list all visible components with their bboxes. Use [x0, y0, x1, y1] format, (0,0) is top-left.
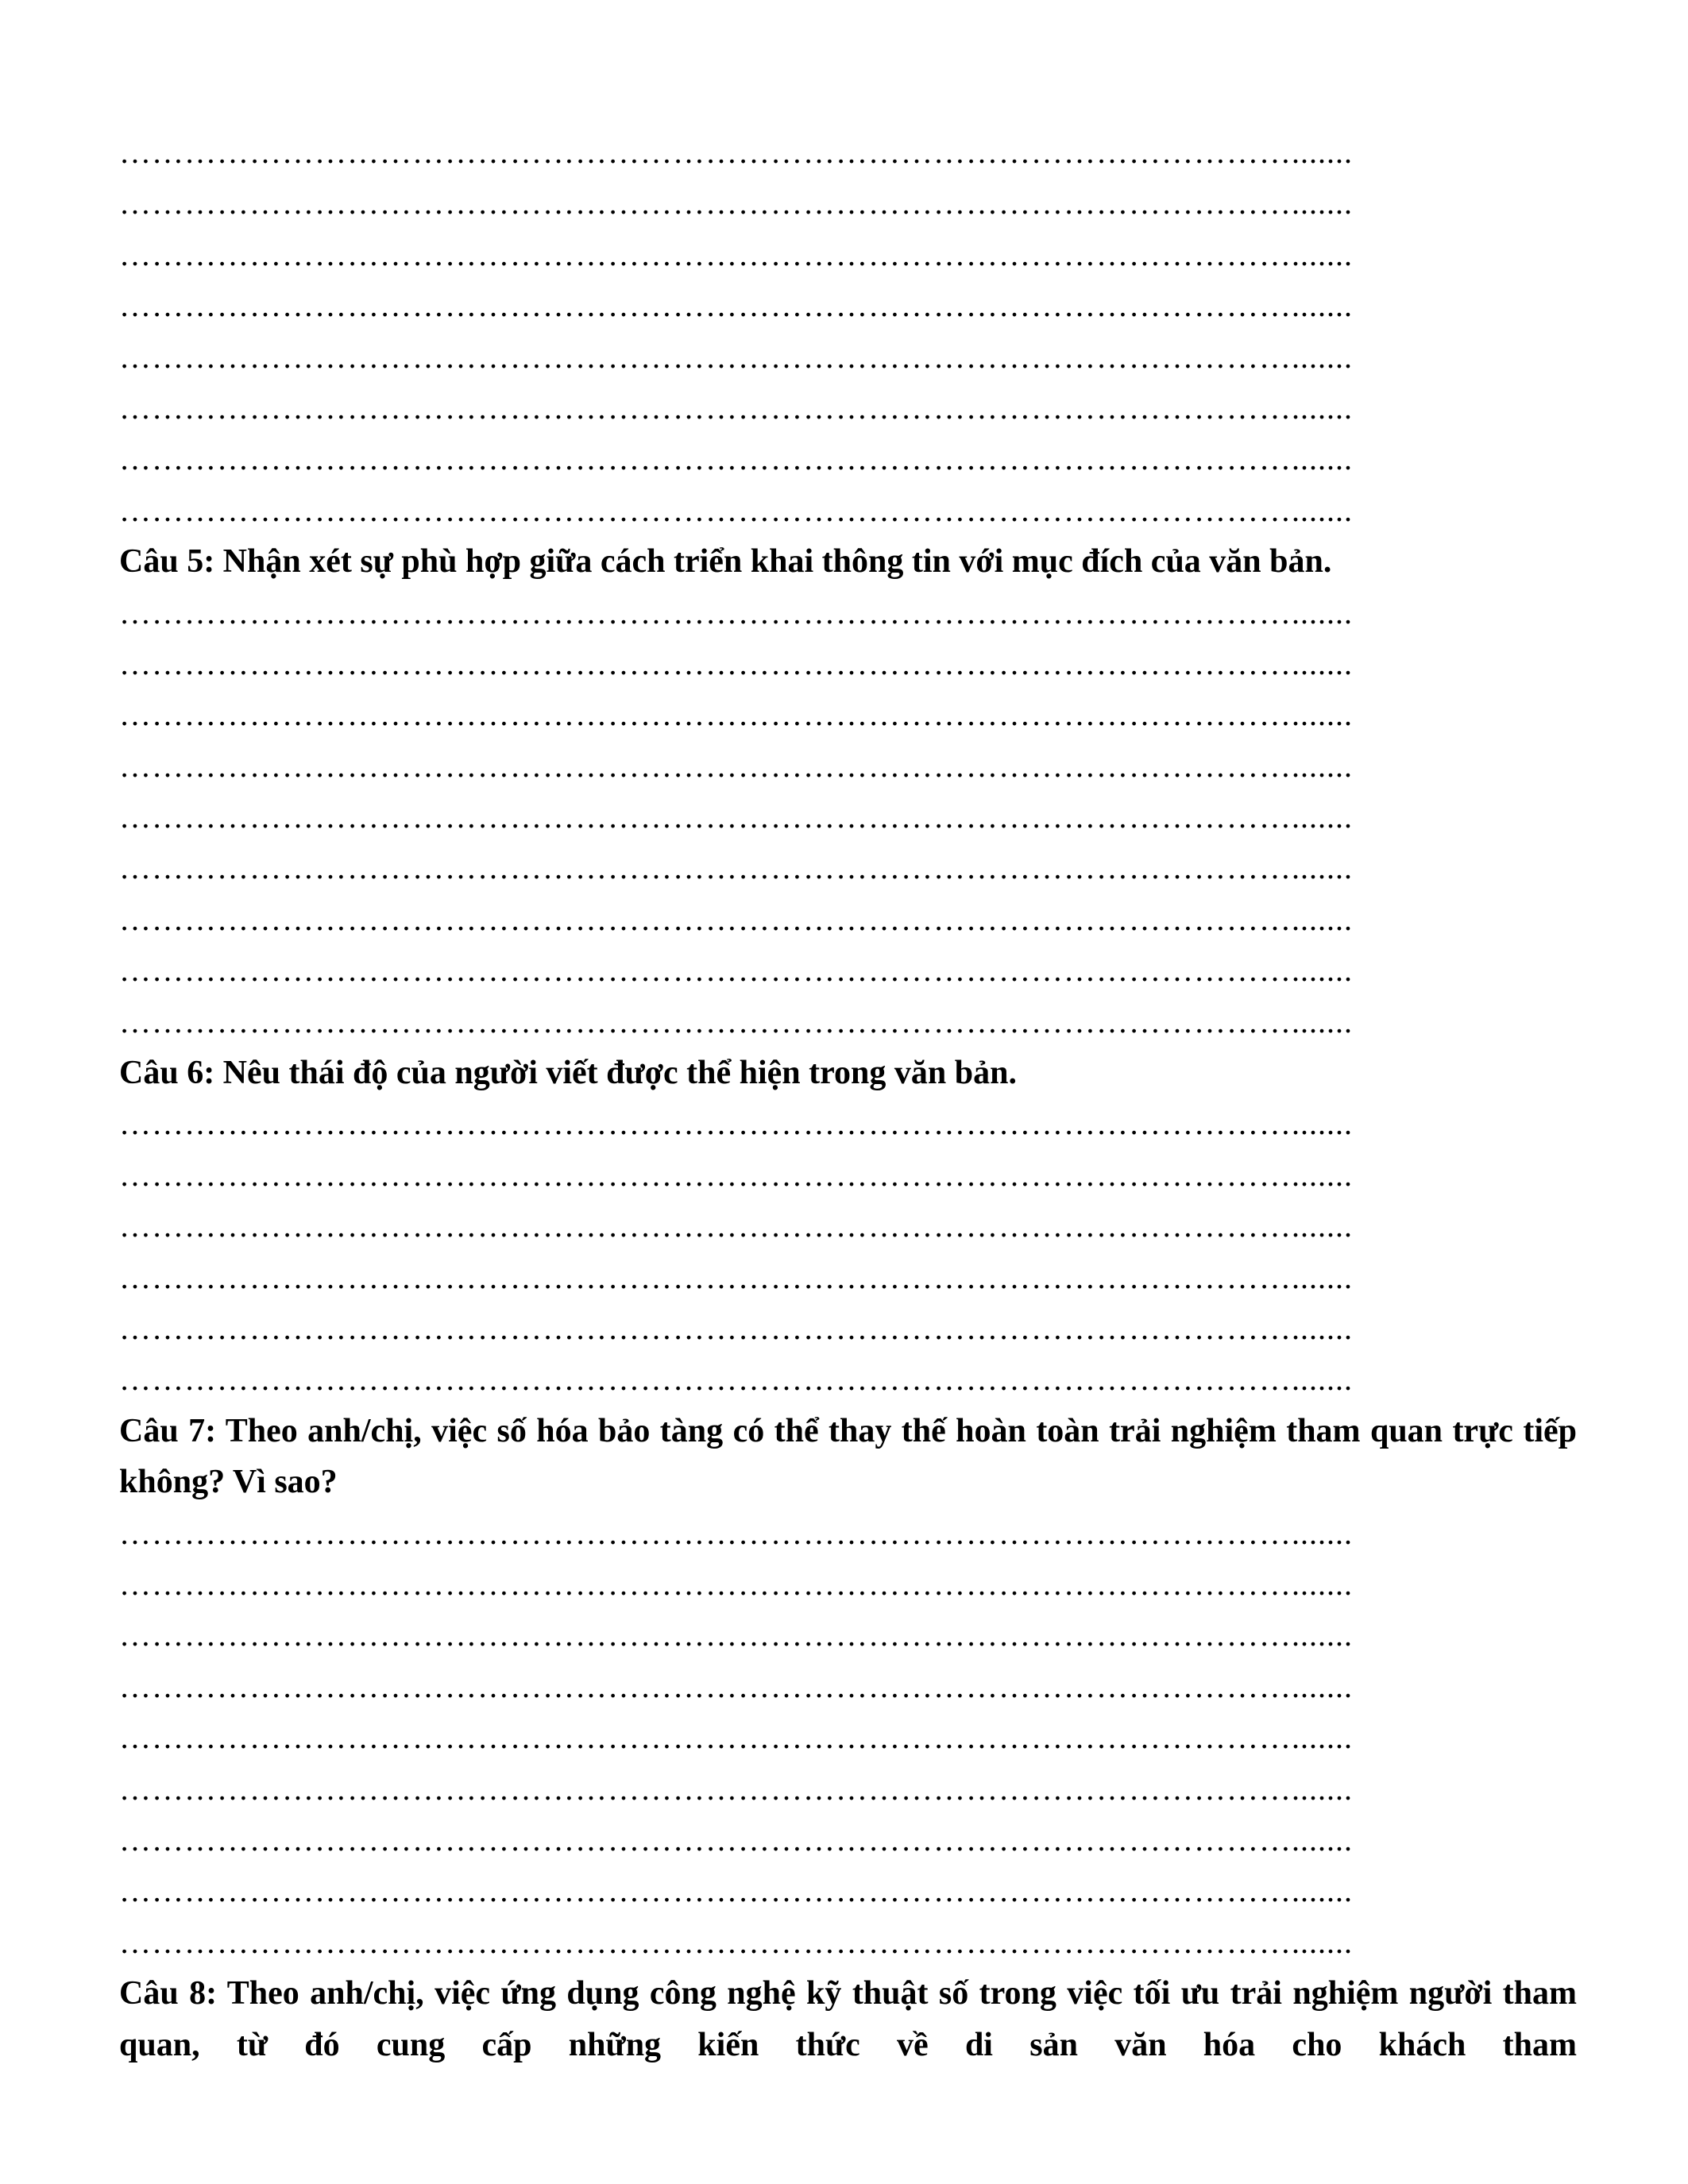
answer-line: ……………………………………………………………………………………………….......	[119, 645, 1353, 681]
question-7: Câu 7: Theo anh/chị, việc số hóa bảo tàng có thể thay thế hoàn toàn trải nghiệm tham quan trực tiếp không? Vì sao?	[119, 1412, 1577, 1501]
answer-line: ……………………………………………………………………………………………….......	[119, 696, 1353, 733]
answer-lines-q6	[119, 1098, 1577, 1405]
answer-line: ……………………………………………………………………………………………….......	[119, 1361, 1353, 1398]
answer-line: ……………………………………………………………………………………………….......	[119, 1106, 1353, 1142]
answer-line: ……………………………………………………………………………………………….......	[119, 1259, 1353, 1295]
answer-line: ……………………………………………………………………………………………….......	[119, 389, 1353, 426]
answer-line: ……………………………………………………………………………………………….......	[119, 338, 1353, 375]
answer-line: ……………………………………………………………………………………………….......	[119, 850, 1353, 886]
answer-line: ……………………………………………………………………………………………….......	[119, 287, 1353, 324]
answer-line: ……………………………………………………………………………………………….......	[119, 594, 1353, 631]
answer-line: ……………………………………………………………………………………………….......	[119, 952, 1353, 989]
answer-line: ……………………………………………………………………………………………….......	[119, 1566, 1353, 1602]
answer-line: ……………………………………………………………………………………………….......	[119, 1719, 1353, 1756]
answer-line: ……………………………………………………………………………………………….......	[119, 1003, 1353, 1040]
answer-line: ……………………………………………………………………………………………….......	[119, 236, 1353, 272]
answer-lines-q7	[119, 1508, 1577, 1969]
answer-line: ……………………………………………………………………………………………….......	[119, 441, 1353, 477]
answer-line: ……………………………………………………………………………………………….......	[119, 901, 1353, 937]
answer-line: ……………………………………………………………………………………………….......	[119, 492, 1353, 528]
answer-line: ……………………………………………………………………………………………….......	[119, 134, 1353, 170]
question-5: Câu 5: Nhận xét sự phù hợp giữa cách triển khai thông tin với mục đích của văn bản.	[119, 543, 1332, 581]
question-6: Câu 6: Nêu thái độ của người viết được thể hiện trong văn bản.	[119, 1055, 1017, 1092]
answer-line: ……………………………………………………………………………………………….......	[119, 1770, 1353, 1807]
answer-line: ……………………………………………………………………………………………….......	[119, 1515, 1353, 1551]
answer-line: ……………………………………………………………………………………………….......	[119, 1310, 1353, 1347]
answer-line: ……………………………………………………………………………………………….......	[119, 1156, 1353, 1193]
answer-line: ……………………………………………………………………………………………….......	[119, 185, 1353, 222]
answer-line: ……………………………………………………………………………………………….......	[119, 1208, 1353, 1244]
worksheet-page	[119, 127, 1577, 2070]
answer-line: ……………………………………………………………………………………………….......	[119, 1821, 1353, 1858]
answer-line: ……………………………………………………………………………………………….......	[119, 747, 1353, 784]
answer-lines-q4	[119, 127, 1577, 536]
question-8: Câu 8: Theo anh/chị, việc ứng dụng công nghệ kỹ thuật số trong việc tối ưu trải nghiệm người tham quan, từ đó cung cấp những kiến thức về di sản văn hóa cho khách tham	[119, 1975, 1577, 2063]
answer-lines-q5	[119, 588, 1577, 1048]
answer-line: ……………………………………………………………………………………………….......	[119, 1668, 1353, 1704]
answer-line: ……………………………………………………………………………………………….......	[119, 1617, 1353, 1653]
answer-line: ……………………………………………………………………………………………….......	[119, 1873, 1353, 1909]
answer-line: ……………………………………………………………………………………………….......	[119, 799, 1353, 835]
answer-line: ……………………………………………………………………………………………….......	[119, 1924, 1353, 1960]
